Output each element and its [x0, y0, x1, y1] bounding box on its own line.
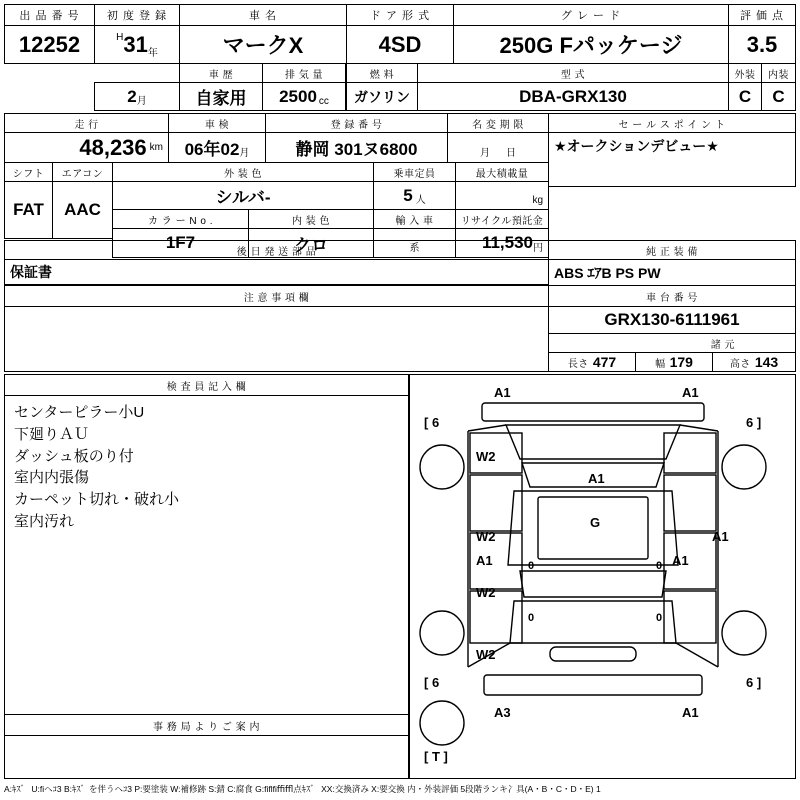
height-cell — [712, 352, 796, 372]
ext-color-value: シルバ- — [112, 181, 374, 210]
caution-label: 注 意 事 項 欄 — [4, 285, 549, 307]
diagram-label-a1-front-left: A1 — [494, 385, 511, 400]
interior-grade-label: 内装 — [761, 63, 796, 83]
inspector-note-line: センターピラー小U — [14, 404, 145, 421]
displacement-number: 2500 — [279, 86, 317, 106]
diagram-mark-left-o: 0 — [528, 560, 535, 572]
caution-area — [4, 306, 549, 372]
seats-label: 乗車定員 — [373, 162, 456, 182]
shaken-unit: 月 — [239, 148, 250, 159]
sales-point-value: ★オークションデビュー★ — [554, 138, 719, 154]
mileage-label: 走 行 — [4, 113, 169, 133]
int-color-value: クロ — [248, 228, 374, 258]
inspector-note-line: カーペット切れ・破れ小 — [14, 491, 180, 508]
diagram-label-w2-ml: W2 — [476, 529, 496, 544]
displacement-label: 排 気 量 — [262, 63, 346, 83]
name-change-value — [447, 132, 549, 163]
displacement-unit: cc — [318, 96, 329, 107]
chassis-value: GRX130-6111961 — [548, 306, 796, 334]
diagram-label-g-glass: G — [590, 515, 601, 530]
color-no-value: 1F7 — [112, 228, 249, 258]
aircon-value: AAC — [52, 181, 113, 239]
usage-value: 自家用 — [179, 82, 263, 111]
max-load-unit: kg — [532, 195, 543, 206]
diagram-label-a3-rear-left: A3 — [494, 705, 511, 720]
grade-value: 250G Fパッケージ — [453, 25, 729, 64]
genuine-equip-value: ABS ｴｱB PS PW — [548, 259, 796, 286]
grade-label: グ レ ー ド — [453, 4, 729, 26]
diagram-mark-right-o: 0 — [656, 560, 663, 572]
genuine-equip-label: 純 正 装 備 — [548, 240, 796, 260]
first-reg-era: H — [116, 32, 124, 43]
length-cell — [548, 352, 636, 372]
car-name-value: マークX — [179, 25, 347, 64]
legend-text: A:ｷｽ゛ U:ﬁヘｺ3 B:ｷｽ゛を伴うヘｺ3 P:要塗装 W:補修跡 S:錆 C:腐食 G:ﬁﬂﬁﬃﬄ点ｷｽ゛ XX:交換済み X:要交換 内・外装評価 5段階ランキ冫具(A・B・C・D・E) 1 — [4, 784, 601, 794]
width-value: 179 — [669, 354, 693, 370]
width-label: 幅 — [655, 358, 666, 370]
inspector-notes — [8, 398, 406, 537]
first-reg-year: 31 — [123, 31, 148, 57]
reg-no-value: 静岡 301ヌ6800 — [265, 132, 448, 163]
diagram-label-a1-right-mid: A1 — [672, 553, 689, 568]
diagram-label-w2-fl: W2 — [476, 449, 496, 464]
name-change-month-unit: 月 — [480, 148, 490, 159]
inspector-note-line: 下廻りＡＵ — [14, 425, 90, 443]
first-reg-label: 初 度 登 録 — [94, 4, 180, 26]
later-parts-label: 後 日 発 送 部 品 — [4, 240, 549, 260]
reg-no-label: 登 録 番 号 — [265, 113, 448, 133]
office-area — [4, 735, 409, 779]
spec-label: 諸 元 — [548, 333, 796, 353]
exterior-grade-value: C — [728, 82, 762, 111]
diagram-label-w2-br: W2 — [476, 647, 496, 662]
model-value: DBA-GRX130 — [417, 82, 729, 111]
import-label: 輸 入 車 — [373, 209, 456, 229]
door-type-label: ド ア 形 式 — [346, 4, 454, 26]
import-mark: 系 — [409, 243, 420, 254]
history-month-value — [94, 82, 180, 111]
inspector-title: 検 査 員 記 入 欄 — [4, 374, 409, 396]
diagram-label-bracket-left-rear: [ 6 — [424, 675, 440, 690]
shaken-value — [168, 132, 266, 163]
max-load-value — [455, 181, 549, 210]
car-name-label: 車 名 — [179, 4, 347, 26]
inspector-note-line: 室内内張傷 — [14, 469, 90, 487]
history-month: 2 — [127, 86, 137, 106]
diagram-label-a1-rear-right: A1 — [682, 705, 699, 720]
recycle-number: 11,530 — [481, 233, 533, 252]
length-value: 477 — [592, 354, 617, 370]
history-label: 車 歴 — [179, 63, 263, 83]
model-label: 型 式 — [417, 63, 729, 83]
shaken-label: 車 検 — [168, 113, 266, 133]
diagram-label-a1-hood: A1 — [588, 471, 605, 486]
lot-no-label: 出 品 番 号 — [4, 4, 95, 26]
sales-point-box — [548, 132, 796, 187]
inspector-note-line: ダッシュ板のり付 — [14, 447, 134, 465]
fuel-label: 燃 料 — [346, 63, 418, 83]
color-no-label: カ ラ ー N o . — [112, 209, 249, 229]
seats-number: 5 — [403, 185, 413, 205]
fuel-value: ガソリン — [346, 82, 418, 111]
diagram-label-bracket-right-rear: 6 ] — [746, 675, 762, 690]
ext-color-label: 外 装 色 — [112, 162, 374, 182]
door-type-value: 4SD — [346, 25, 454, 64]
int-color-label: 内 装 色 — [248, 209, 374, 229]
seats-value — [373, 181, 456, 210]
diagram-label-bracket-left-front: [ 6 — [424, 415, 440, 430]
max-load-label: 最大積載量 — [455, 162, 549, 182]
damage-diagram — [410, 375, 796, 787]
aircon-label: エアコン — [52, 162, 113, 182]
name-change-label: 名 変 期 限 — [447, 113, 549, 133]
shaken-date: 06年02 — [184, 140, 240, 159]
shift-value: FAT — [4, 181, 53, 239]
interior-grade-value: C — [761, 82, 796, 111]
exterior-grade-label: 外装 — [728, 63, 762, 83]
history-month-unit: 月 — [136, 96, 147, 107]
name-change-day-unit: 日 — [506, 148, 516, 159]
diagram-label-a1-right: A1 — [712, 529, 729, 544]
chassis-label: 車 台 番 号 — [548, 285, 796, 307]
diagram-mark-right-o2: 0 — [656, 612, 663, 624]
score-value: 3.5 — [728, 25, 796, 64]
diagram-label-a1-left-mid: A1 — [476, 553, 493, 568]
length-label: 長さ — [567, 358, 589, 370]
height-label: 高さ — [729, 358, 751, 370]
seats-unit: 人 — [415, 195, 426, 206]
displacement-value — [262, 82, 346, 111]
diagram-label-tire: [ T ] — [424, 749, 448, 764]
recycle-label: リサイクル預託金 — [455, 209, 549, 229]
height-value: 143 — [754, 354, 779, 370]
score-label: 評 価 点 — [728, 4, 796, 26]
diagram-mark-left-o2: 0 — [528, 612, 535, 624]
mileage-number: 48,236 — [79, 134, 147, 160]
diagram-label-bracket-right-front: 6 ] — [746, 415, 762, 430]
lot-no-value: 12252 — [4, 25, 95, 64]
inspector-note-line: 室内汚れ — [14, 512, 75, 530]
recycle-unit: 円 — [533, 243, 543, 254]
diagram-label-a1-front-right: A1 — [682, 385, 699, 400]
first-reg-year-unit: 年 — [147, 48, 158, 59]
diagram-label-w2-rl: W2 — [476, 585, 496, 600]
office-title: 事 務 局 よ り ご 案 内 — [4, 714, 409, 736]
width-cell — [635, 352, 713, 372]
first-reg-value — [94, 25, 180, 64]
shift-label: シフト — [4, 162, 53, 182]
later-parts-value: 保証書 — [4, 259, 549, 285]
mileage-value — [4, 132, 169, 163]
sales-point-label: セ ー ル ス ポ イ ン ト — [548, 113, 796, 133]
mileage-unit: km — [149, 142, 163, 153]
